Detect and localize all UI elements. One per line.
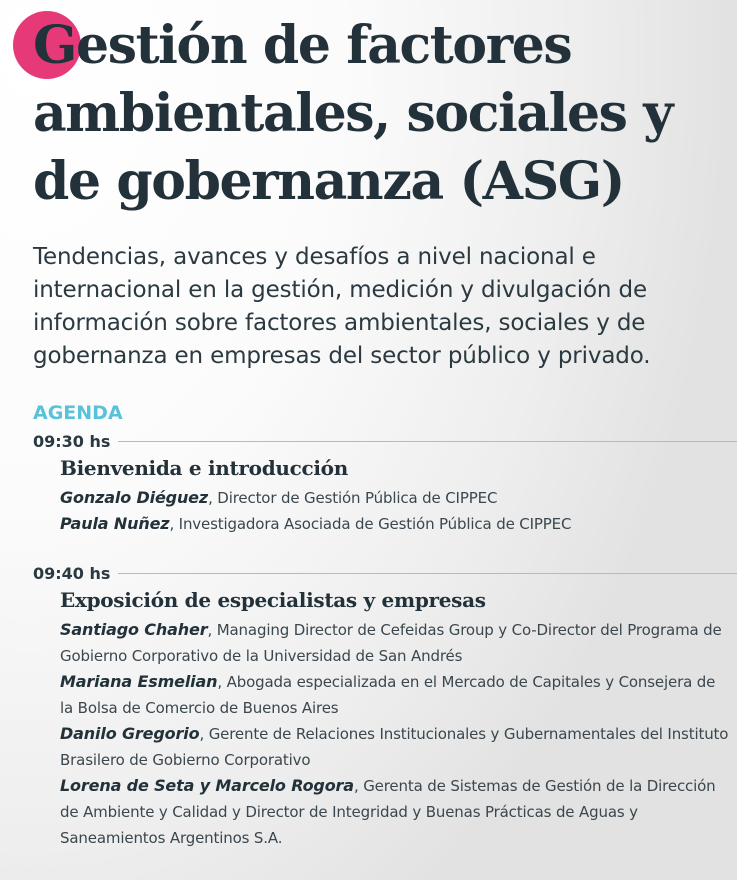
session-time-row <box>33 430 737 452</box>
speaker-role: , Gerente de Relaciones Institucionales y Gubernamentales del Instituto Brasilero de Gobierno Corporativo <box>60 725 729 769</box>
speaker-item <box>60 721 730 773</box>
speaker-item <box>60 485 730 511</box>
speaker-item <box>60 773 730 851</box>
speaker-list <box>60 485 730 537</box>
speaker-item <box>60 511 730 537</box>
session-title: Bienvenida e introducción <box>60 456 348 480</box>
divider-line <box>118 441 737 442</box>
session-title: Exposición de especialistas y empresas <box>60 588 486 612</box>
divider-line <box>118 573 737 574</box>
session-time: 09:40 hs <box>33 563 111 583</box>
speaker-role: , Gerenta de Sistemas de Gestión de la Dirección de Ambiente y Calidad y Director de Integridad y Buenas Prácticas de Aguas y Saneamientos Argentinos S.A. <box>60 777 716 847</box>
speaker-role: , Abogada especializada en el Mercado de Capitales y Consejera de la Bolsa de Comercio de Buenos Aires <box>60 673 716 717</box>
speaker-name: Paula Nuñez <box>60 514 170 533</box>
speaker-name: Lorena de Seta y Marcelo Rogora <box>60 776 354 795</box>
page-title: Gestión de factores ambientales, sociales y de gobernanza (ASG) <box>33 15 673 212</box>
subtitle: Tendencias, avances y desafíos a nivel nacional e internacional en la gestión, medición y divulgación de información sobre factores ambientales, sociales y de gobernanza en empresas del sector público y privado. <box>33 244 651 369</box>
speaker-item <box>60 669 730 721</box>
speaker-role: , Managing Director de Cefeidas Group y Co-Director del Programa de Gobierno Corporativo de la Universidad de San Andrés <box>60 621 722 665</box>
speaker-list <box>60 617 730 851</box>
speaker-name: Gonzalo Diéguez <box>60 488 209 507</box>
speaker-name: Santiago Chaher <box>60 620 208 639</box>
speaker-role: , Investigadora Asociada de Gestión Pública de CIPPEC <box>169 515 572 533</box>
agenda-heading: AGENDA <box>33 402 123 424</box>
speaker-role: , Director de Gestión Pública de CIPPEC <box>208 489 498 507</box>
speaker-name: Danilo Gregorio <box>60 724 200 743</box>
session-time-row <box>33 562 737 584</box>
session-time: 09:30 hs <box>33 431 111 451</box>
speaker-name: Mariana Esmelian <box>60 672 218 691</box>
speaker-item <box>60 617 730 669</box>
